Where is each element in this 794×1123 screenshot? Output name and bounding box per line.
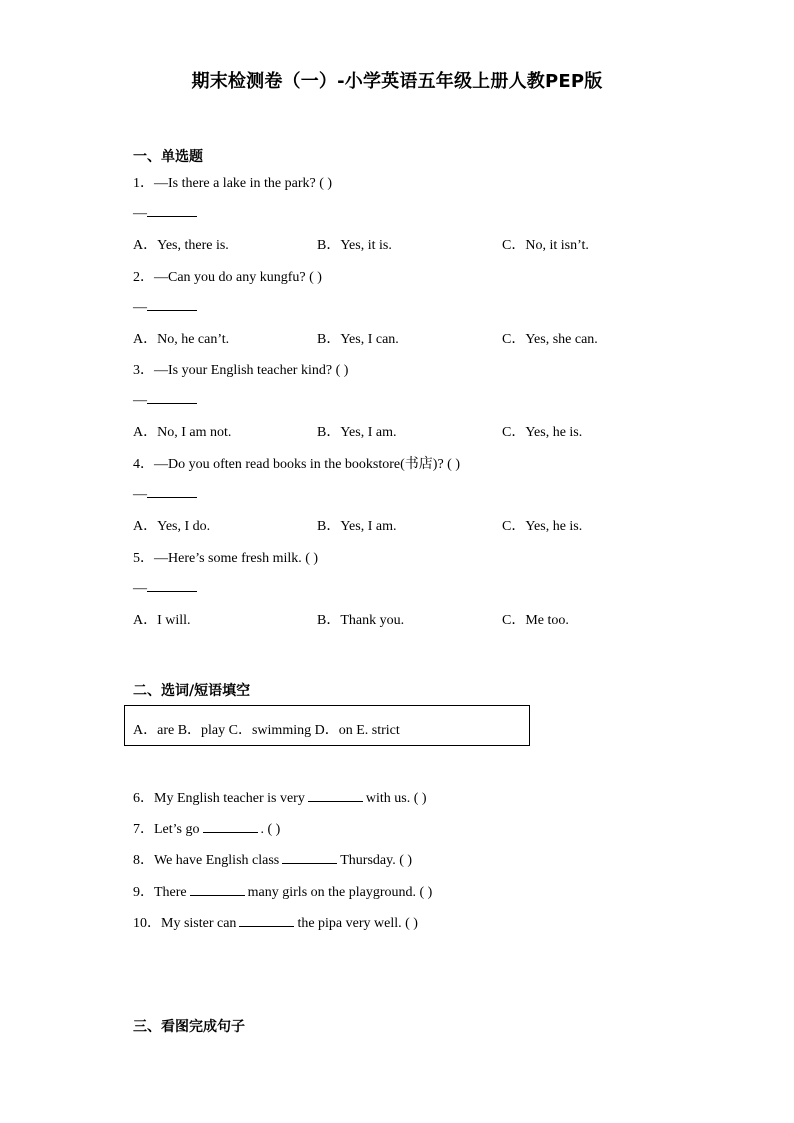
option-3b[interactable]: B．Yes, I am.	[317, 425, 397, 440]
fill-question-10	[133, 912, 418, 932]
answer-blank[interactable]	[147, 391, 197, 404]
question-number: 1．	[133, 176, 154, 191]
option-4a[interactable]: A．Yes, I do.	[133, 519, 211, 534]
answer-line-1	[133, 204, 197, 222]
question-3	[133, 359, 348, 379]
question-text-after: Thursday. ( )	[340, 853, 413, 868]
answer-dash: —	[133, 581, 147, 596]
answer-blank[interactable]	[147, 298, 197, 311]
answer-line-3	[133, 391, 197, 409]
question-text-before: Let’s go	[154, 822, 200, 837]
question-5	[133, 547, 318, 567]
answer-line-5	[133, 579, 197, 597]
answer-dash: —	[133, 206, 147, 221]
section-heading-picture-sentences: 三、看图完成句子	[133, 1019, 245, 1035]
section-heading-word-fill: 二、选词/短语填空	[133, 683, 251, 699]
fill-blank[interactable]	[308, 789, 363, 802]
option-3a[interactable]: A．No, I am not.	[133, 425, 232, 440]
answer-dash: —	[133, 393, 147, 408]
fill-blank[interactable]	[190, 883, 245, 896]
question-text: —Do you often read books in the bookstore(书店)? ( )	[154, 457, 460, 472]
fill-blank[interactable]	[203, 820, 258, 833]
option-2a[interactable]: A．No, he can’t.	[133, 332, 230, 347]
question-number: 6．	[133, 791, 154, 806]
word-bank-box	[124, 705, 530, 746]
fill-blank[interactable]	[239, 914, 294, 927]
answer-blank[interactable]	[147, 485, 197, 498]
question-1	[133, 172, 332, 192]
fill-question-6	[133, 787, 427, 807]
option-4c[interactable]: C．Yes, he is.	[502, 519, 583, 534]
option-1c[interactable]: C．No, it isn’t.	[502, 238, 589, 253]
option-5b[interactable]: B．Thank you.	[317, 613, 405, 628]
option-5c[interactable]: C．Me too.	[502, 613, 569, 628]
option-1a[interactable]: A．Yes, there is.	[133, 238, 229, 253]
question-text-before: My English teacher is very	[154, 791, 305, 806]
answer-dash: —	[133, 300, 147, 315]
question-4	[133, 453, 460, 473]
section-heading-single-choice: 一、单选题	[133, 149, 203, 165]
answer-blank[interactable]	[147, 204, 197, 217]
fill-blank[interactable]	[282, 851, 337, 864]
fill-question-8	[133, 849, 412, 869]
question-number: 2．	[133, 270, 154, 285]
question-number: 10．	[133, 916, 161, 931]
question-text-after: with us. ( )	[365, 791, 427, 806]
question-text-before: My sister can	[161, 916, 237, 931]
option-3c[interactable]: C．Yes, he is.	[502, 425, 583, 440]
option-2c[interactable]: C．Yes, she can.	[502, 332, 598, 347]
answer-dash: —	[133, 487, 147, 502]
question-number: 4．	[133, 457, 154, 472]
option-5a[interactable]: A．I will.	[133, 613, 191, 628]
answer-line-4	[133, 485, 197, 503]
question-text-before: We have English class	[154, 853, 280, 868]
question-text: —Is there a lake in the park? ( )	[154, 176, 333, 191]
question-text-after: . ( )	[260, 822, 281, 837]
question-2	[133, 266, 322, 286]
question-text-after: many girls on the playground. ( )	[247, 885, 433, 900]
question-text: —Here’s some fresh milk. ( )	[154, 551, 319, 566]
question-text-before: There	[154, 885, 187, 900]
question-text: —Is your English teacher kind? ( )	[154, 363, 349, 378]
word-bank-text: A．are B．play C．swimming D．on E. strict	[133, 723, 400, 738]
document-title: 期末检测卷（一）-小学英语五年级上册人教PEP版	[191, 71, 603, 92]
fill-question-7	[133, 818, 280, 838]
question-number: 7．	[133, 822, 154, 837]
fill-question-9	[133, 881, 432, 901]
question-number: 3．	[133, 363, 154, 378]
question-text-after: the pipa very well. ( )	[297, 916, 418, 931]
question-text: —Can you do any kungfu? ( )	[154, 270, 322, 285]
option-4b[interactable]: B．Yes, I am.	[317, 519, 397, 534]
answer-line-2	[133, 298, 197, 316]
question-number: 8．	[133, 853, 154, 868]
question-number: 9．	[133, 885, 154, 900]
question-number: 5．	[133, 551, 154, 566]
option-2b[interactable]: B．Yes, I can.	[317, 332, 399, 347]
option-1b[interactable]: B．Yes, it is.	[317, 238, 392, 253]
answer-blank[interactable]	[147, 579, 197, 592]
